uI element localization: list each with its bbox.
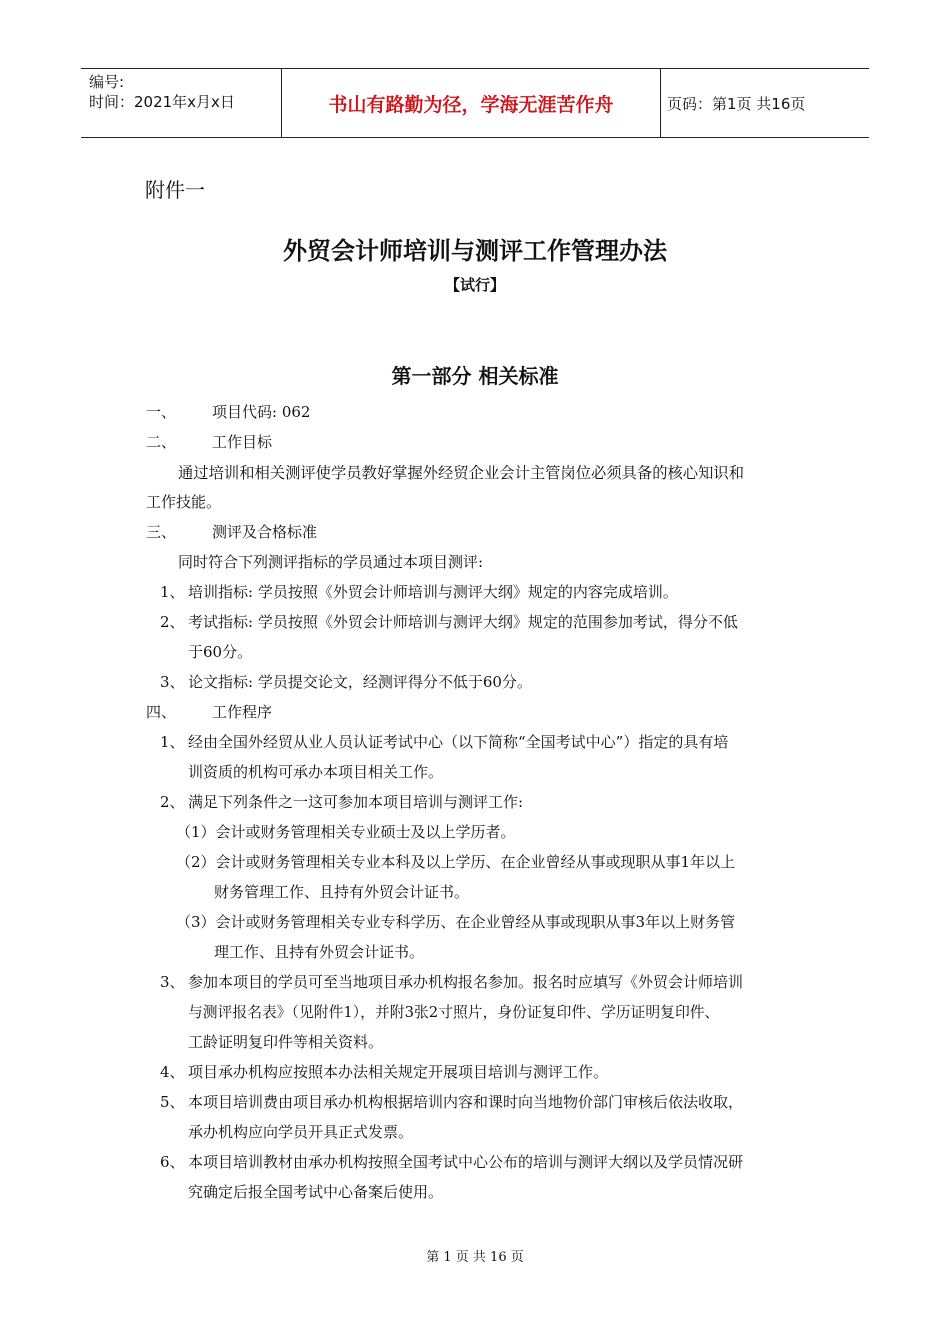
document-subtitle: 【试行】 (444, 276, 505, 294)
document-title: 外贸会计师培训与测评工作管理办法 (283, 236, 667, 265)
number-label: 编号: (89, 73, 125, 91)
item-number: 2、 (160, 613, 185, 631)
section-number: 四、 (146, 703, 177, 721)
body-line: 与测评报名表》（见附件1），并附3张2寸照片，身份证复印件、学历证明复印件、 (188, 1004, 720, 1021)
body-line: （2）会计或财务管理相关专业本科及以上学历、在企业曾经从事或现职从事1年以上 (176, 853, 736, 871)
header-table (81, 68, 869, 138)
body-line: 培训指标: 学员按照《外贸会计师培训与测评大纲》规定的内容完成培训。 (188, 583, 678, 601)
header-meta-cell (81, 69, 282, 137)
item-number: 2、 (160, 793, 185, 811)
body-line: 参加本项目的学员可至当地项目承办机构报名参加。报名时应填写《外贸会计师培训 (188, 973, 744, 991)
body-line: 于60分。 (188, 643, 253, 661)
body-line: 工龄证明复印件等相关资料。 (188, 1033, 384, 1051)
body-line: 本项目培训教材由承办机构按照全国考试中心公布的培训与测评大纲以及学员情况研 (188, 1153, 744, 1171)
body-line: 工作技能。 (146, 493, 222, 511)
body-line: 财务管理工作、且持有外贸会计证书。 (214, 883, 470, 901)
item-number: 3、 (160, 973, 185, 991)
body-line: 通过培训和相关测评使学员教好掌握外经贸企业会计主管岗位必须具备的核心知识和 (178, 464, 744, 482)
time-label: 时间：2021年x月x日 (89, 93, 235, 111)
body-line: 训资质的机构可承办本项目相关工作。 (188, 763, 444, 781)
part-title: 第一部分 相关标准 (391, 364, 559, 388)
item-number: 3、 (160, 673, 185, 691)
body-line: （1）会计或财务管理相关专业硕士及以上学历者。 (176, 823, 516, 841)
page-info: 页码：第1页 共16页 (667, 94, 806, 113)
body-line: 同时符合下列测评指标的学员通过本项目测评: (178, 553, 484, 571)
section-number: 一、 (146, 403, 177, 421)
item-number: 6、 (160, 1153, 185, 1171)
body-line: 本项目培训费由项目承办机构根据培训内容和课时向当地物价部门审核后依法收取， (188, 1093, 744, 1111)
body-line: 究确定后报全国考试中心备案后使用。 (188, 1183, 444, 1201)
body-line: 项目代码: 062 (212, 403, 311, 421)
body-line: 测评及合格标准 (212, 523, 318, 541)
section-number: 二、 (146, 433, 177, 451)
body-line: 满足下列条件之一这可参加本项目培训与测评工作: (188, 793, 524, 811)
body-line: （3）会计或财务管理相关专业专科学历、在企业曾经从事或现职从事3年以上财务管 (176, 913, 736, 931)
body-line: 经由全国外经贸从业人员认证考试中心（以下简称“全国考试中心”）指定的具有培 (188, 733, 729, 751)
body-line: 论文指标: 学员提交论文，经测评得分不低于60分。 (188, 673, 532, 691)
page-footer: 第 1 页 共 16 页 (426, 1250, 524, 1265)
section-number: 三、 (146, 523, 177, 541)
body-line: 承办机构应向学员开具正式发票。 (188, 1123, 414, 1141)
body-line: 理工作、且持有外贸会计证书。 (214, 943, 425, 961)
motto-text: 书山有路勤为径，学海无涯苦作舟 (282, 69, 661, 137)
body-line: 项目承办机构应按照本办法相关规定开展项目培训与测评工作。 (188, 1063, 609, 1081)
item-number: 1、 (160, 733, 185, 751)
body-line: 考试指标: 学员按照《外贸会计师培训与测评大纲》规定的范围参加考试，得分不低 (188, 613, 738, 631)
item-number: 1、 (160, 583, 185, 601)
body-line: 工作目标 (212, 433, 273, 451)
item-number: 4、 (160, 1063, 185, 1081)
item-number: 5、 (160, 1093, 185, 1111)
attachment-label: 附件一 (145, 178, 205, 202)
body-line: 工作程序 (212, 703, 273, 721)
